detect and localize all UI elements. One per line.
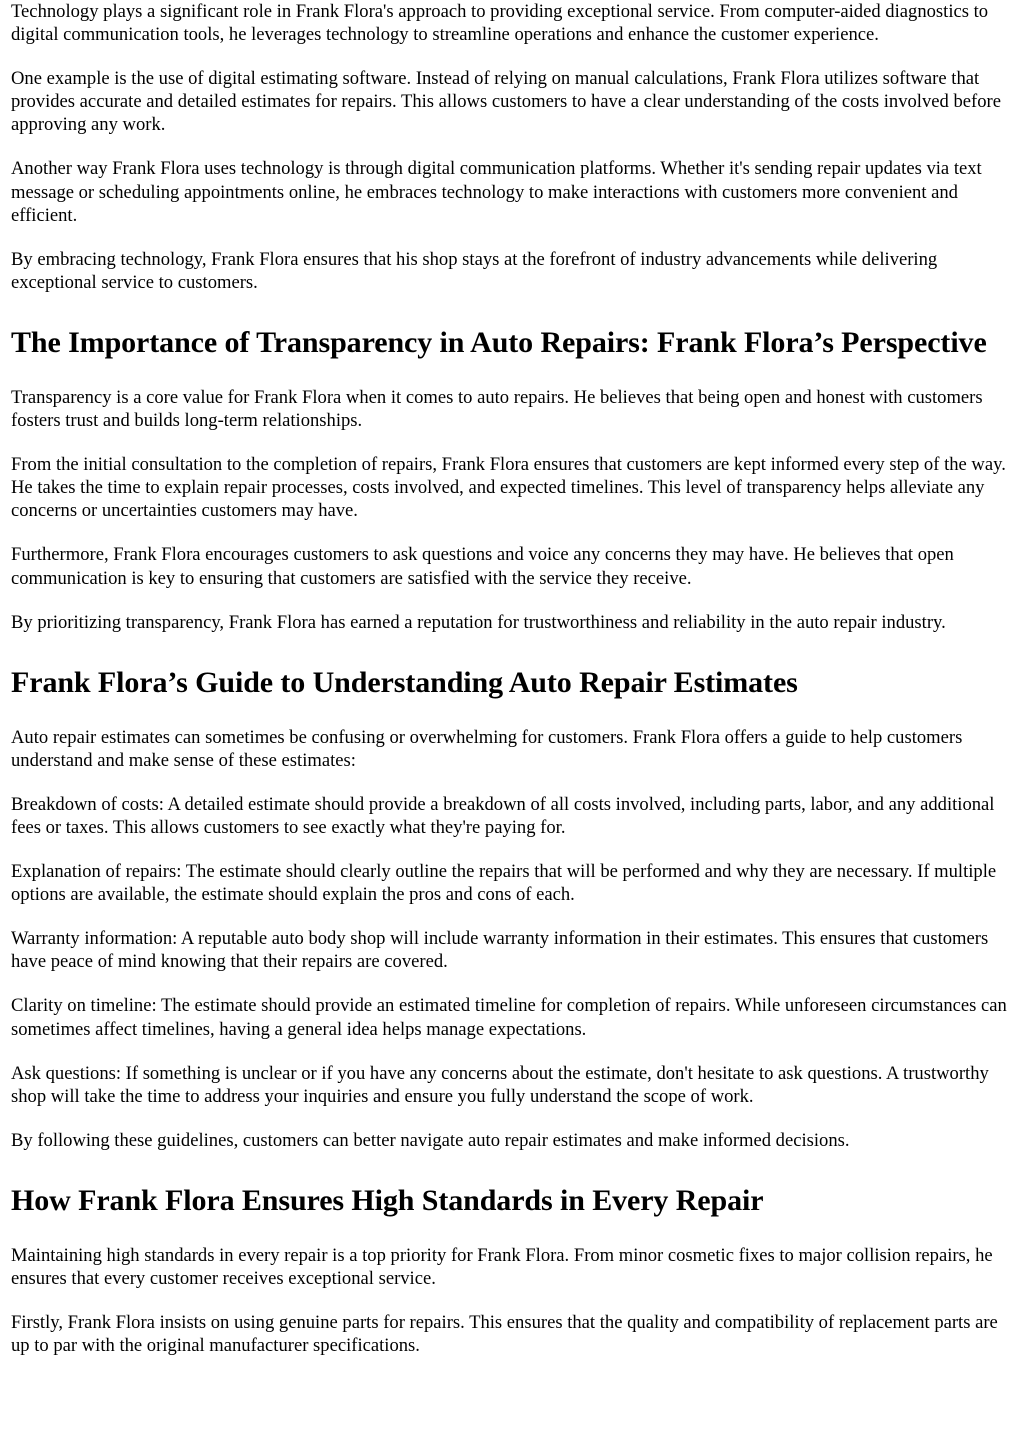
paragraph: Technology plays a significant role in Frank Flora's approach to providing exceptional service. From computer-aided diagnostics to digital communication tools, he leverages technology to streamline operations and enhance the customer experience. (11, 1, 989, 46)
article-body (11, 0, 1014, 1357)
paragraph: Warranty information: A reputable auto body shop will include warranty information in their estimates. This ensures that customers have peace of mind knowing that their repairs are covered. (11, 928, 989, 973)
section-heading-transparency: The Importance of Transparency in Auto Repairs: Frank Flora’s Perspective (11, 325, 987, 359)
paragraph: Transparency is a core value for Frank Flora when it comes to auto repairs. He believes that being open and honest with customers fosters trust and builds long-term relationships. (11, 386, 983, 432)
section-heading-high-standards: How Frank Flora Ensures High Standards in Every Repair (11, 1183, 764, 1217)
paragraph: From the initial consultation to the completion of repairs, Frank Flora ensures that customers are kept informed every step of the way. He takes the time to explain repair processes, costs involved, and expected timelines. This level of transparency helps alleviate any concerns or uncertainties customers may have. (11, 454, 1006, 522)
paragraph: Firstly, Frank Flora insists on using genuine parts for repairs. This ensures that the quality and compatibility of replacement parts are up to par with the original manufacturer specifications. (11, 1312, 998, 1357)
paragraph: Ask questions: If something is unclear or if you have any concerns about the estimate, don't hesitate to ask questions. A trustworthy shop will take the time to address your inquiries and ensure you fully understand the scope of work. (11, 1062, 989, 1107)
paragraph: By embracing technology, Frank Flora ensures that his shop stays at the forefront of industry advancements while delivering exceptional service to customers. (11, 248, 938, 293)
paragraph: By prioritizing transparency, Frank Flora has earned a reputation for trustworthiness and reliability in the auto repair industry. (11, 611, 946, 633)
section-heading-estimates-guide: Frank Flora’s Guide to Understanding Auto Repair Estimates (11, 665, 798, 699)
paragraph: Breakdown of costs: A detailed estimate should provide a breakdown of all costs involved, including parts, labor, and any additional fees or taxes. This allows customers to see exactly what they're paying for. (11, 793, 995, 838)
paragraph: Furthermore, Frank Flora encourages customers to ask questions and voice any concerns they may have. He believes that open communication is key to ensuring that customers are satisfied with the service they receive. (11, 544, 954, 589)
paragraph: Maintaining high standards in every repair is a top priority for Frank Flora. From minor cosmetic fixes to major collision repairs, he ensures that every customer receives exceptional service. (11, 1244, 993, 1289)
paragraph: Another way Frank Flora uses technology is through digital communication platforms. Whether it's sending repair updates via text message or scheduling appointments online, he embraces technology to make interactions with customers more convenient and efficient. (11, 158, 982, 226)
paragraph: Clarity on timeline: The estimate should provide an estimated timeline for completion of repairs. While unforeseen circumstances can sometimes affect timelines, having a general idea helps manage expectations. (11, 995, 1007, 1040)
paragraph: Explanation of repairs: The estimate should clearly outline the repairs that will be performed and why they are necessary. If multiple options are available, the estimate should explain the pros and cons of each. (11, 861, 997, 906)
paragraph: By following these guidelines, customers can better navigate auto repair estimates and make informed decisions. (11, 1129, 850, 1151)
paragraph: One example is the use of digital estimating software. Instead of relying on manual calculations, Frank Flora utilizes software that provides accurate and detailed estimates for repairs. This allows customers to have a clear understanding of the costs involved before approving any work. (11, 68, 1001, 136)
paragraph: Auto repair estimates can sometimes be confusing or overwhelming for customers. Frank Flora offers a guide to help customers understand and make sense of these estimates: (11, 726, 963, 771)
